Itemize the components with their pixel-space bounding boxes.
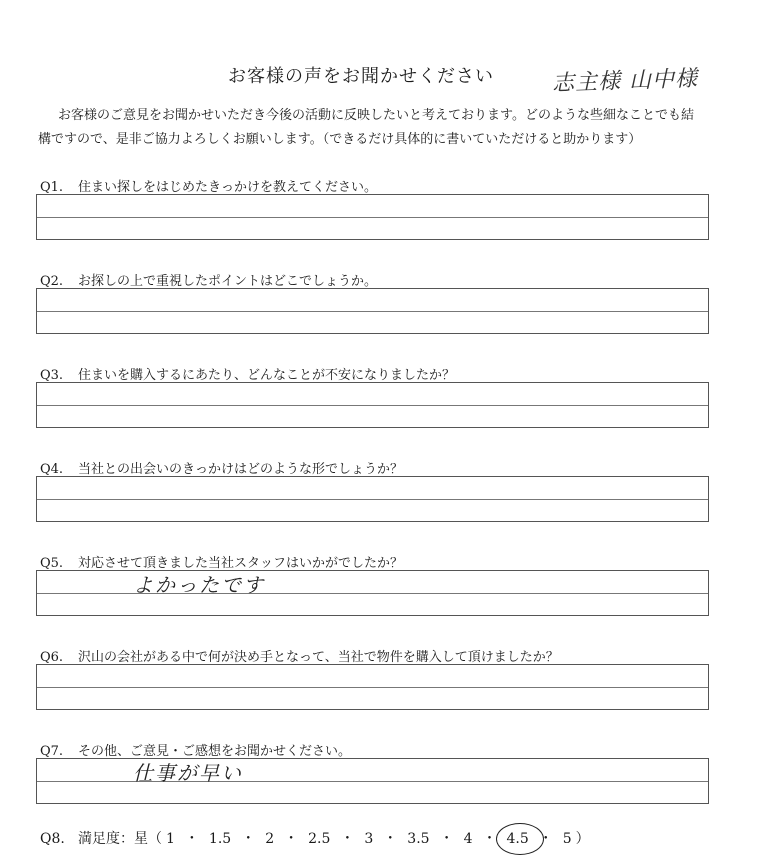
rating-separator: ・ <box>284 831 299 847</box>
rating-option-selected[interactable]: 4.5 <box>502 831 532 847</box>
question-text: 沢山の会社がある中で何が決め手となって、当社で物件を購入して頂けましたか？ <box>78 650 559 665</box>
rating-separator: ・ <box>482 831 497 847</box>
rating-separator: ・ <box>184 831 199 847</box>
rating-option[interactable]: 5 <box>562 831 572 847</box>
satisfaction-label: 満足度：星（ <box>78 831 162 847</box>
question-text: お探しの上で重視したポイントはどこでしょうか。 <box>78 274 378 289</box>
question-text: 住まいを購入するにあたり、どんなことが不安になりましたか？ <box>78 368 456 383</box>
question-6 <box>40 646 559 665</box>
rating-option[interactable]: 3 <box>364 831 374 847</box>
answer-box-6[interactable] <box>36 664 709 710</box>
rating-separator: ・ <box>241 831 256 847</box>
intro-line-1: お客様のご意見をお聞かせいただき今後の活動に反映したいと考えております。どのような些細なことでも結 <box>58 108 694 123</box>
divider <box>37 499 708 500</box>
intro-line-2: 構ですので、是非ご協力よろしくお願いします。（できるだけ具体的に書いていただけると助かります） <box>38 132 642 147</box>
question-text: 住まい探しをはじめたきっかけを教えてください。 <box>78 180 378 195</box>
question-number: Q4. <box>40 462 64 477</box>
question-number: Q1. <box>40 180 64 195</box>
question-4 <box>40 458 403 477</box>
rating-option[interactable]: 4 <box>463 831 473 847</box>
question-number: Q8. <box>40 831 65 847</box>
divider <box>37 405 708 406</box>
rating-separator: ・ <box>538 831 553 847</box>
handwritten-signature: 志主様 山中様 <box>551 66 699 97</box>
question-1 <box>40 176 377 195</box>
divider <box>37 687 708 688</box>
question-number: Q6. <box>40 650 64 665</box>
rating-option[interactable]: 1.5 <box>208 831 232 847</box>
question-text: その他、ご意見・ご感想をお聞かせください。 <box>78 744 352 759</box>
rating-option[interactable]: 2 <box>265 831 275 847</box>
answer-text: 仕事が早い <box>133 761 243 785</box>
answer-box-2[interactable] <box>36 288 709 334</box>
answer-box-4[interactable] <box>36 476 709 522</box>
satisfaction-close: ） <box>575 831 590 847</box>
rating-options <box>162 831 576 847</box>
question-text: 当社との出会いのきっかけはどのような形でしょうか？ <box>78 462 404 477</box>
rating-option[interactable]: 3.5 <box>407 831 430 847</box>
divider <box>37 311 708 312</box>
rating-option[interactable]: 2.5 <box>308 831 331 847</box>
rating-separator: ・ <box>383 831 398 847</box>
answer-box-1[interactable] <box>36 194 709 240</box>
question-number: Q2. <box>40 274 64 289</box>
question-2 <box>40 270 377 289</box>
answer-box-5[interactable] <box>36 570 709 616</box>
answer-box-3[interactable] <box>36 382 709 428</box>
satisfaction-rating <box>40 828 590 848</box>
question-number: Q7. <box>40 744 64 759</box>
answer-text: よかったです <box>133 573 265 597</box>
question-number: Q5. <box>40 556 64 571</box>
question-text: 対応させて頂きました当社スタッフはいかがでしたか？ <box>78 556 404 571</box>
question-3 <box>40 364 455 383</box>
question-number: Q3. <box>40 368 64 383</box>
rating-separator: ・ <box>439 831 454 847</box>
intro-text <box>38 104 728 152</box>
title-text: お客様の声をお聞かせください <box>228 66 494 87</box>
answer-box-7[interactable] <box>36 758 709 804</box>
rating-separator: ・ <box>340 831 355 847</box>
rating-option[interactable]: 1 <box>166 831 175 847</box>
divider <box>37 217 708 218</box>
